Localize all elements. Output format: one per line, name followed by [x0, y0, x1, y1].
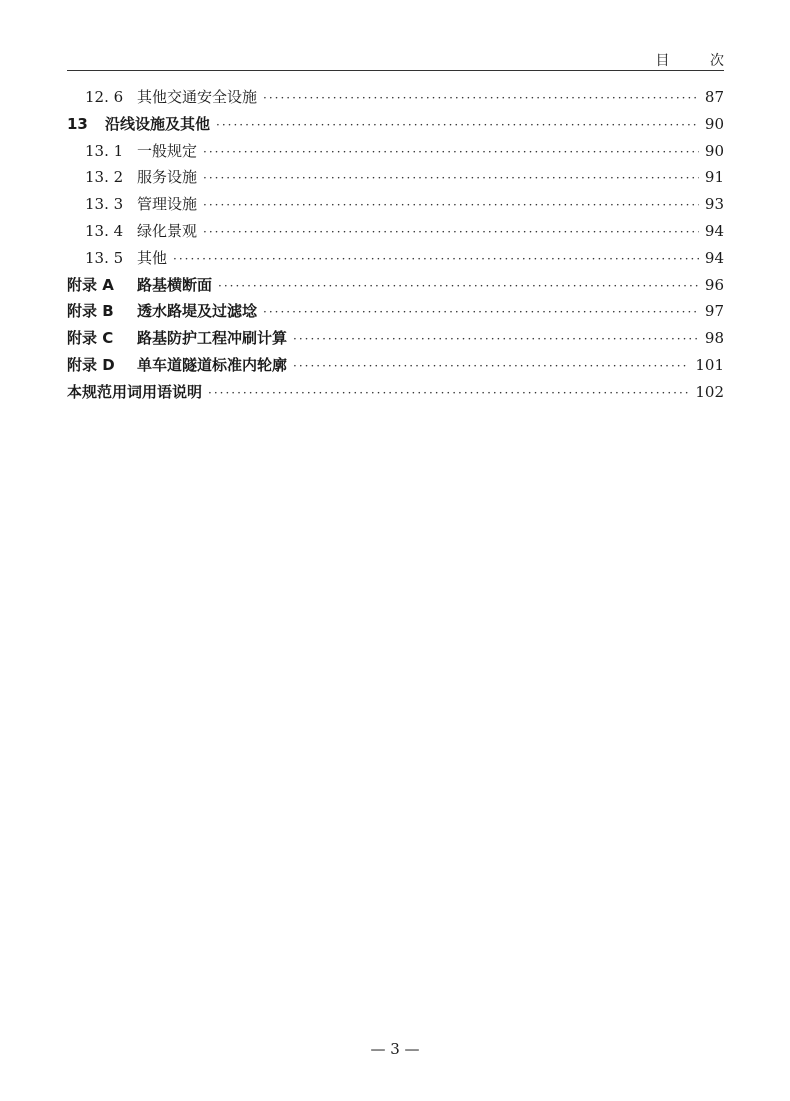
toc-entry-page: 90: [704, 141, 724, 160]
toc-entry-title: 路基防护工程冲刷计算: [137, 329, 288, 348]
toc-entry[interactable]: [67, 379, 724, 406]
toc-entry-page: 91: [704, 168, 724, 187]
toc-entry[interactable]: [67, 218, 724, 245]
toc-entry-number: 附录 C: [67, 329, 114, 348]
toc-entry[interactable]: [67, 138, 724, 165]
toc-entry-page: 87: [704, 88, 724, 106]
toc-entry-page: 101: [695, 355, 724, 374]
toc-entry-page: 97: [704, 302, 724, 321]
toc-entry-title: 一般规定: [137, 141, 198, 160]
toc-entry-number: 13. 2: [85, 168, 124, 187]
toc-entry-title: 透水路堤及过滤埝: [137, 302, 258, 321]
toc-dot-leader: [218, 273, 699, 300]
toc-entry[interactable]: [67, 84, 724, 111]
toc-dot-leader: [263, 85, 699, 112]
toc-dot-leader: [173, 246, 699, 273]
page-number-footer: — 3 —: [370, 1040, 420, 1058]
toc-dot-leader: [293, 326, 699, 353]
toc-entry-number: 13. 5: [85, 248, 124, 267]
toc-entry[interactable]: [67, 191, 724, 218]
toc-entry-title: 路基横断面: [137, 275, 213, 294]
toc-entry-page: 90: [704, 114, 724, 133]
toc-entry-title: 绿化景观: [137, 221, 198, 240]
toc-entry-number: 13. 3: [85, 195, 124, 214]
toc-entry-page: 94: [704, 248, 724, 267]
toc-entry-number: 附录 D: [67, 355, 115, 374]
toc-entry-page: 94: [704, 221, 724, 240]
toc-dot-leader: [203, 139, 699, 166]
toc-entry-number: 13. 1: [85, 141, 124, 160]
toc-entry[interactable]: [67, 298, 724, 325]
toc-entry-number: 附录 B: [67, 302, 114, 321]
toc-entry-title: 单车道隧道标准内轮廓: [137, 355, 288, 374]
toc-entry-title: 服务设施: [137, 168, 198, 187]
toc-dot-leader: [203, 219, 699, 246]
toc-entry[interactable]: [67, 111, 724, 138]
header-title: 目 次: [655, 53, 742, 69]
toc-entry-page: 93: [704, 195, 724, 214]
toc-dot-leader: [203, 192, 699, 219]
toc-entry[interactable]: [67, 164, 724, 191]
toc-dot-leader: [203, 165, 699, 192]
toc-entry-page: 98: [704, 329, 724, 348]
toc-entry-number: 13: [67, 114, 88, 133]
toc-entry-title: 本规范用词用语说明: [67, 382, 203, 401]
toc-entry-page: 102: [695, 382, 724, 401]
toc-entry-page: 96: [704, 275, 724, 294]
table-of-contents: [67, 84, 724, 406]
toc-entry-number: 附录 A: [67, 275, 114, 294]
toc-entry-title: 其他: [137, 248, 168, 267]
page-header: [67, 40, 742, 71]
toc-entry[interactable]: [67, 245, 724, 272]
toc-entry[interactable]: [67, 352, 724, 379]
toc-dot-leader: [263, 299, 699, 326]
toc-dot-leader: [293, 353, 689, 380]
toc-dot-leader: [208, 380, 689, 407]
toc-entry[interactable]: [67, 325, 724, 352]
toc-entry-title: 沿线设施及其他: [105, 114, 211, 133]
toc-entry-number: 12. 6: [85, 88, 124, 106]
toc-entry[interactable]: [67, 272, 724, 299]
toc-entry-title: 管理设施: [137, 195, 198, 214]
toc-dot-leader: [216, 112, 699, 139]
toc-entry-number: 13. 4: [85, 221, 124, 240]
toc-entry-title: 其他交通安全设施: [137, 88, 258, 106]
